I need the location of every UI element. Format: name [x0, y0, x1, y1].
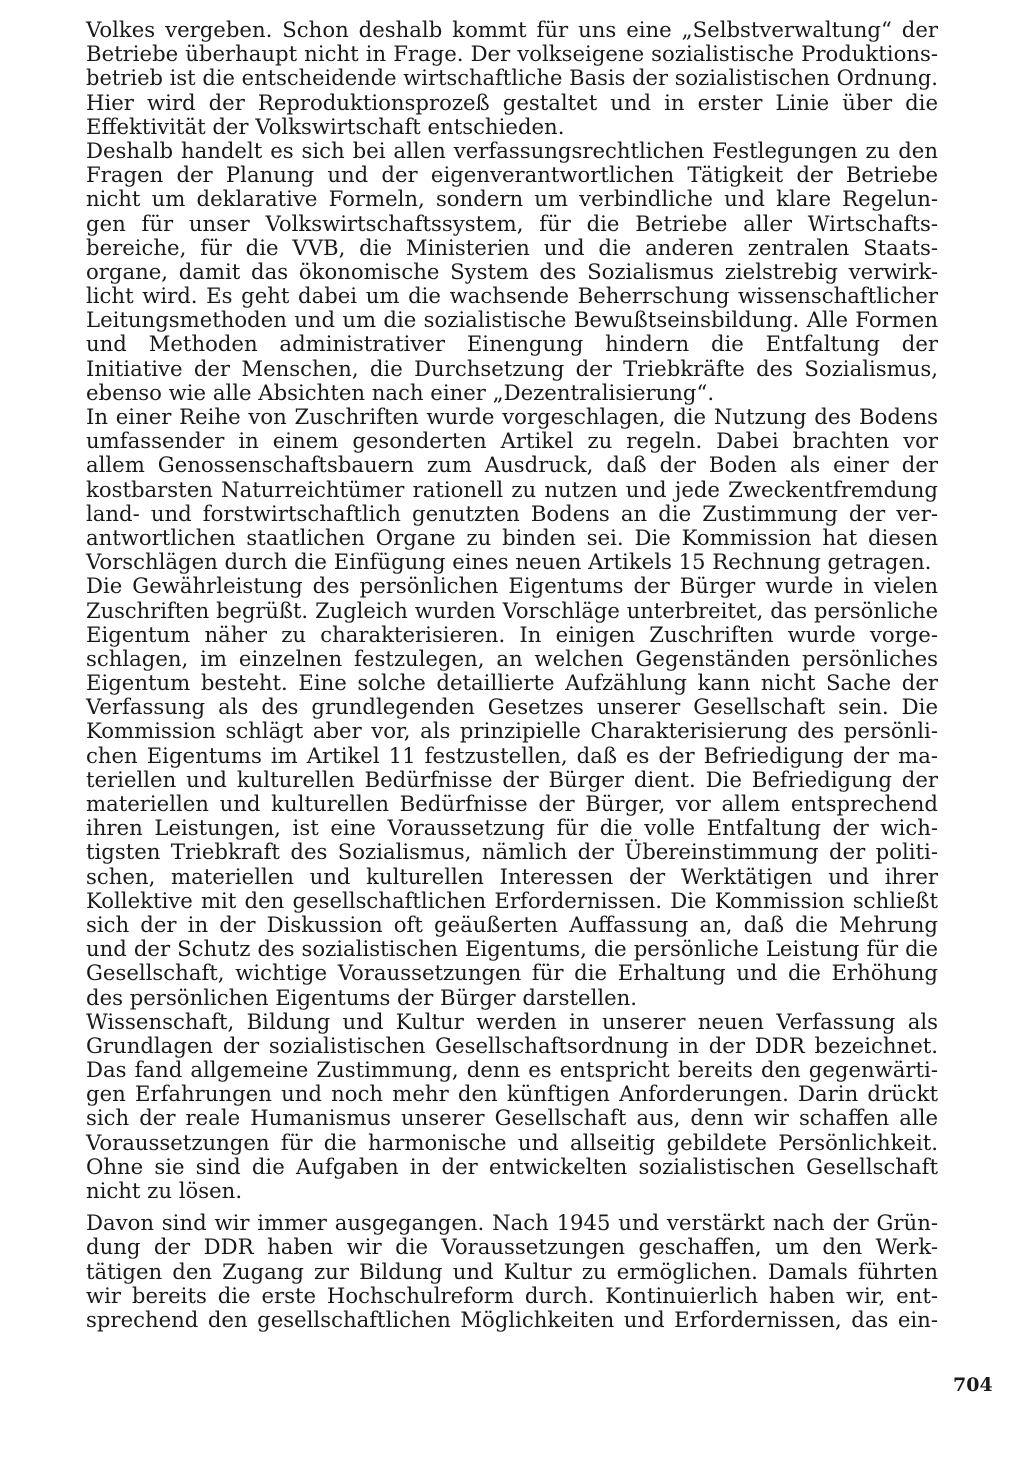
text-line: allem Genossenschaftsbauern zum Ausdruck, daß der Boden als einer der — [86, 452, 938, 478]
text-line: Die Gewährleistung des persönlichen Eigentums der Bürger wurde in vielen — [86, 573, 938, 599]
text-line: schlagen, im einzelnen festzulegen, an welchen Gegenständen persönliches — [86, 645, 938, 671]
text-line: Zuschriften begrüßt. Zugleich wurden Vorschläge unterbreitet, das persönliche — [86, 598, 938, 623]
text-line: dung der DDR haben wir die Voraussetzungen geschaffen, um den Werk- — [86, 1234, 938, 1260]
document-page — [86, 18, 938, 1332]
text-line: Davon sind wir immer ausgegangen. Nach 1945 und verstärkt nach der Grün- — [86, 1210, 938, 1236]
text-line: materiellen und kulturellen Bedürfnisse der Bürger, vor allem entsprechend — [86, 791, 938, 816]
text-line: schen, materiellen und kulturellen Interessen der Werktätigen und ihrer — [86, 863, 938, 889]
text-line: gen für unser Volkswirtschaftssystem, für die Betriebe aller Wirtschafts- — [86, 210, 938, 236]
text-line: Kollektive mit den gesellschaftlichen Erfordernissen. Die Kommission schließt — [86, 887, 938, 913]
text-line: tätigen den Zugang zur Bildung und Kultur zu ermöglichen. Damals führten — [86, 1258, 938, 1284]
text-line: In einer Reihe von Zuschriften wurde vorgeschlagen, die Nutzung des Bodens — [86, 404, 938, 429]
paragraph — [86, 1211, 938, 1332]
paragraph — [86, 574, 938, 1009]
text-line: wir bereits die erste Hochschulreform durch. Kontinuierlich haben wir, ent- — [86, 1282, 938, 1308]
text-line: betrieb ist die entscheidende wirtschaftliche Basis der sozialistischen Ordnung. — [86, 66, 938, 91]
text-line: Grundlagen der sozialistischen Gesellschaftsordnung in der DDR bezeichnet. — [86, 1032, 938, 1058]
text-line: und der Schutz des sozialistischen Eigentums, die persönliche Leistung für die — [86, 936, 938, 962]
text-line: Betriebe überhaupt nicht in Frage. Der volkseigene sozialistische Produktions- — [86, 41, 938, 67]
text-line: Volkes vergeben. Schon deshalb kommt für uns eine „Selbstverwaltung“ der — [86, 17, 938, 42]
paragraph — [86, 1010, 938, 1204]
text-line: des persönlichen Eigentums der Bürger darstellen. — [86, 984, 638, 1010]
text-line: Wissenschaft, Bildung und Kultur werden in unserer neuen Verfassung als — [86, 1008, 938, 1034]
text-line: Gesellschaft, wichtige Voraussetzungen für die Erhaltung und die Erhöhung — [86, 960, 938, 986]
text-line: Eigentum besteht. Eine solche detaillierte Aufzählung kann nicht Sache der — [86, 670, 938, 696]
text-line: organe, damit das ökonomische System des Sozialismus zielstrebig verwirk- — [86, 258, 938, 284]
text-line: Voraussetzungen für die harmonische und allseitig gebildete Persönlichkeit. — [86, 1129, 938, 1155]
text-line: Vorschlägen durch die Einfügung eines neuen Artikels 15 Rechnung getragen. — [86, 549, 932, 575]
text-line: teriellen und kulturellen Bedürfnisse der Bürger dient. Die Befriedigung der — [86, 766, 938, 792]
text-line: Leitungsmethoden und um die sozialistische Bewußtseinsbildung. Alle Formen — [86, 307, 938, 333]
text-line: nicht zu lösen. — [86, 1178, 243, 1203]
text-line: ebenso wie alle Absichten nach einer „Dezentralisierung“. — [86, 379, 715, 405]
page-number: 704 — [953, 1374, 993, 1396]
paragraph — [86, 405, 938, 574]
text-line: nicht um deklarative Formeln, sondern um verbindliche und klare Regelun- — [86, 186, 938, 212]
text-line: Initiative der Menschen, die Durchsetzung der Triebkräfte des Sozialismus, — [86, 355, 938, 381]
text-line: tigsten Triebkraft des Sozialismus, nämlich der Übereinstimmung der politi- — [86, 839, 938, 865]
paragraph — [86, 139, 938, 405]
text-line: umfassender in einem gesonderten Artikel zu regeln. Dabei brachten vor — [86, 428, 938, 454]
text-line: gen Erfahrungen und noch mehr den künftigen Anforderungen. Darin drückt — [86, 1081, 938, 1107]
text-line: land- und forstwirtschaftlich genutzten Bodens an die Zustimmung der ver- — [86, 500, 938, 526]
text-line: sprechend den gesellschaftlichen Möglichkeiten und Erfordernissen, das ein- — [86, 1306, 938, 1332]
text-line: Effektivität der Volkswirtschaft entschieden. — [86, 113, 565, 139]
text-line: Das fand allgemeine Zustimmung, denn es entspricht bereits den gegenwärti- — [86, 1057, 938, 1083]
text-line: antwortlichen staatlichen Organe zu binden sei. Die Kommission hat diesen — [86, 524, 938, 550]
text-line: ihren Leistungen, ist eine Voraussetzung für die volle Entfaltung der wich- — [86, 815, 938, 841]
text-line: Deshalb handelt es sich bei allen verfassungsrechtlichen Festlegungen zu den — [86, 137, 938, 163]
text-line: licht wird. Es geht dabei um die wachsende Beherrschung wissenschaftlicher — [86, 283, 938, 309]
paragraph — [86, 18, 938, 139]
text-line: Verfassung als des grundlegenden Gesetzes unserer Gesellschaft sein. Die — [86, 694, 938, 720]
text-line: bereiche, für die VVB, die Ministerien und die anderen zentralen Staats- — [86, 234, 938, 260]
text-line: Kommission schlägt aber vor, als prinzipielle Charakterisierung des persönli- — [86, 718, 938, 744]
text-line: sich der reale Humanismus unserer Gesellschaft aus, denn wir schaffen alle — [86, 1105, 938, 1131]
text-line: sich der in der Diskussion oft geäußerten Auffassung an, daß die Mehrung — [86, 911, 938, 937]
text-line: Eigentum näher zu charakterisieren. In einigen Zuschriften wurde vorge- — [86, 621, 938, 647]
text-line: Fragen der Planung und der eigenverantwortlichen Tätigkeit der Betriebe — [86, 162, 938, 188]
text-line: und Methoden administrativer Einengung hindern die Entfaltung der — [86, 331, 938, 357]
text-line: Ohne sie sind die Aufgaben in der entwickelten sozialistischen Gesellschaft — [86, 1153, 938, 1179]
text-line: kostbarsten Naturreichtümer rationell zu nutzen und jede Zweckentfremdung — [86, 476, 938, 502]
text-line: chen Eigentums im Artikel 11 festzustellen, daß es der Befriedigung der ma- — [86, 742, 938, 768]
text-line: Hier wird der Reproduktionsprozeß gestaltet und in erster Linie über die — [86, 89, 938, 115]
